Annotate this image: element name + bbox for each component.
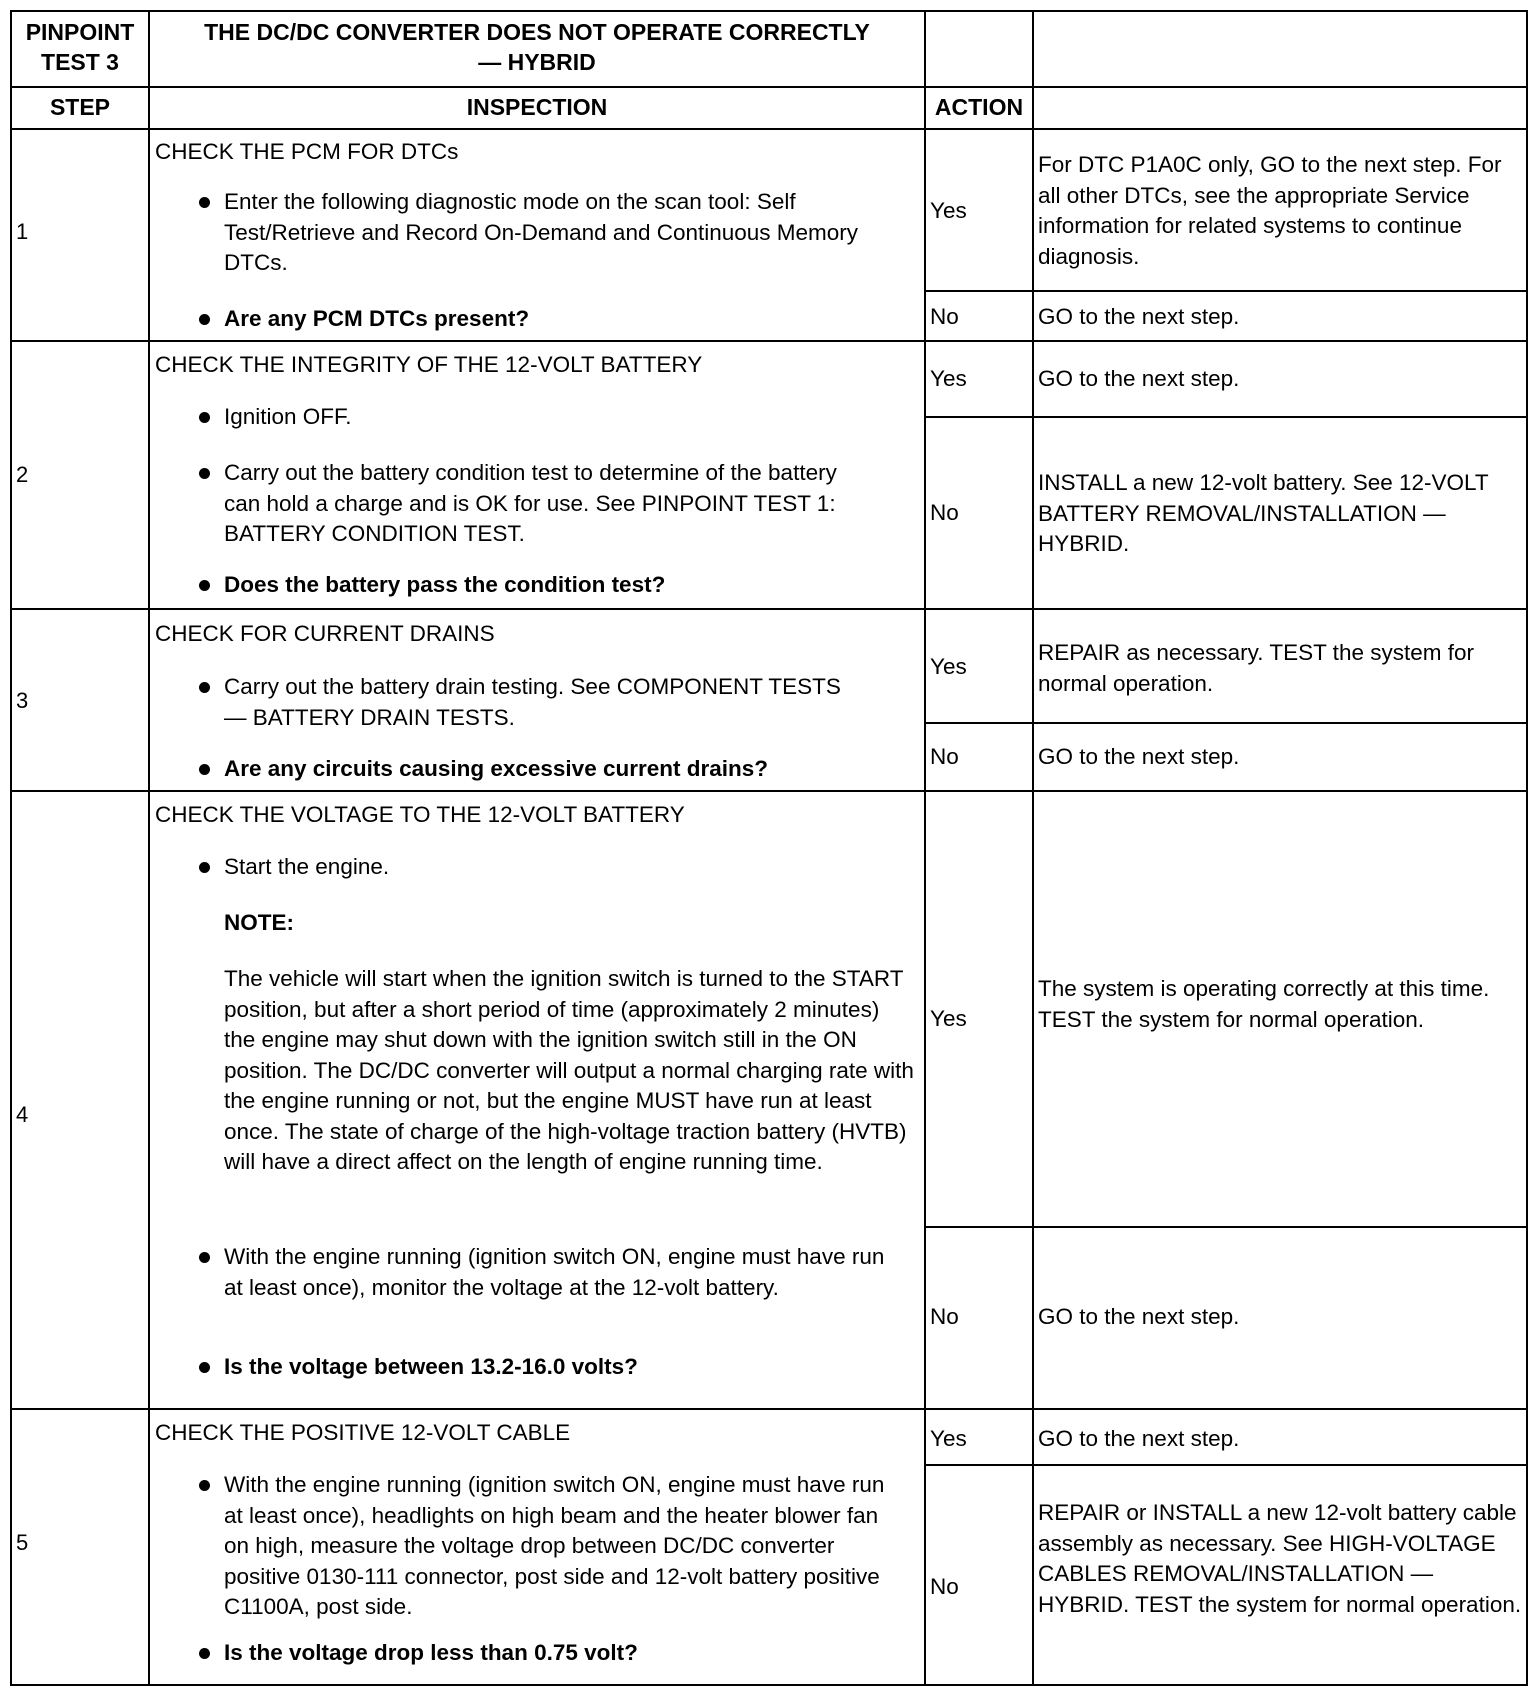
step-bullet: Enter the following diagnostic mode on the scan tool: Self Test/Retrieve and Record On-Demand and Continuous Memory DTCs. [224,189,859,275]
bullet-icon [199,1362,210,1373]
yes-action: The system is operating correctly at this time. TEST the system for normal operation. [1038,976,1490,1032]
step-question: Are any PCM DTCs present? [224,306,530,331]
no-label: No [930,304,959,329]
bullet-icon [199,412,210,423]
step-question: Are any circuits causing excessive current drains? [224,756,768,781]
column-header-action: ACTION [934,94,1024,120]
bullet-icon [199,1648,210,1659]
pinpoint-test-table [10,10,1528,1686]
note-text: The vehicle will start when the ignition switch is turned to the START position, but after a short period of time (approximately 2 minutes) the engine may shut down with the ignition switch still in the ON position. The DC/DC converter will output a normal charging rate with the engine running or not, but the engine MUST have run at least once. The state of charge of the high-voltage traction battery (HVTB) will have a direct affect on the length of engine running time. [224,966,914,1174]
step-number: 2 [16,462,29,487]
test-label-line2: TEST 3 [41,49,119,75]
step-bullet: With the engine running (ignition switch ON, engine must have run at least once), headlights on high beam and the heater blower fan on high, measure the voltage drop between DC/DC converter positive 0130-111 connector, post side and 12-volt battery positive C1100A, post side. [224,1472,885,1619]
row-divider [924,416,1526,418]
yes-label: Yes [930,654,967,679]
test-title-line1: THE DC/DC CONVERTER DOES NOT OPERATE CORRECTLY [204,19,870,45]
yes-label: Yes [930,198,967,223]
yes-action: GO to the next step. [1038,366,1240,391]
no-action: INSTALL a new 12-volt battery. See 12-VOLT BATTERY REMOVAL/INSTALLATION — HYBRID. [1038,470,1489,556]
row-divider [12,340,1526,342]
column-header-inspection: INSPECTION [466,94,608,120]
row-divider [12,1408,1526,1410]
test-title [150,17,924,77]
step-number: 1 [16,219,29,244]
bullet-icon [199,197,210,208]
column-divider [924,12,926,1684]
step-number: 3 [16,688,29,713]
row-divider [12,86,1526,88]
step-number: 4 [16,1102,29,1127]
yes-action: For DTC P1A0C only, GO to the next step. For all other DTCs, see the appropriate Service information for related systems to continue diagnosis. [1038,152,1502,269]
step-question: Is the voltage drop less than 0.75 volt? [224,1640,638,1665]
step-bullet: Start the engine. [224,854,390,879]
step-bullet: Carry out the battery condition test to determine of the battery can hold a charge and is OK for use. See PINPOINT TEST 1: BATTERY CONDITION TEST. [224,460,837,546]
step-bullet: With the engine running (ignition switch ON, engine must have run at least once), monitor the voltage at the 12-volt battery. [224,1244,885,1300]
row-divider [924,1464,1526,1466]
step-heading: CHECK THE POSITIVE 12-VOLT CABLE [155,1420,571,1445]
bullet-icon [199,580,210,591]
bullet-icon [199,314,210,325]
test-title-line2: — HYBRID [478,49,596,75]
row-divider [12,608,1526,610]
bullet-icon [199,1252,210,1263]
test-label [12,17,148,77]
no-action: GO to the next step. [1038,744,1240,769]
no-label: No [930,1304,959,1329]
bullet-icon [199,764,210,775]
row-divider [924,1226,1526,1228]
note-label: NOTE: [224,910,294,935]
test-label-line1: PINPOINT [25,19,135,45]
no-label: No [930,500,959,525]
step-heading: CHECK THE INTEGRITY OF THE 12-VOLT BATTERY [155,352,703,377]
step-question: Does the battery pass the condition test? [224,572,666,597]
step-number: 5 [16,1530,29,1555]
no-label: No [930,1574,959,1599]
column-divider [148,12,150,1684]
bullet-icon [199,468,210,479]
bullet-icon [199,1480,210,1491]
yes-action: REPAIR as necessary. TEST the system for normal operation. [1038,640,1474,696]
column-header-step: STEP [49,94,111,120]
no-action: GO to the next step. [1038,1304,1240,1329]
no-action: REPAIR or INSTALL a new 12-volt battery cable assembly as necessary. See HIGH-VOLTAGE CABLES REMOVAL/INSTALLATION — HYBRID. TEST the system for normal operation. [1038,1500,1522,1617]
yes-label: Yes [930,1006,967,1031]
no-action: GO to the next step. [1038,304,1240,329]
yes-action: GO to the next step. [1038,1426,1240,1451]
step-bullet: Carry out the battery drain testing. See COMPONENT TESTS — BATTERY DRAIN TESTS. [224,674,841,730]
step-question: Is the voltage between 13.2-16.0 volts? [224,1354,638,1379]
step-bullet: Ignition OFF. [224,404,352,429]
step-heading: CHECK THE PCM FOR DTCs [155,139,459,164]
no-label: No [930,744,959,769]
row-divider [924,290,1526,292]
yes-label: Yes [930,1426,967,1451]
bullet-icon [199,862,210,873]
yes-label: Yes [930,366,967,391]
step-heading: CHECK THE VOLTAGE TO THE 12-VOLT BATTERY [155,802,685,827]
step-heading: CHECK FOR CURRENT DRAINS [155,621,495,646]
row-divider [12,128,1526,130]
column-divider [1032,12,1034,1684]
row-divider [12,790,1526,792]
bullet-icon [199,682,210,693]
row-divider [924,722,1526,724]
